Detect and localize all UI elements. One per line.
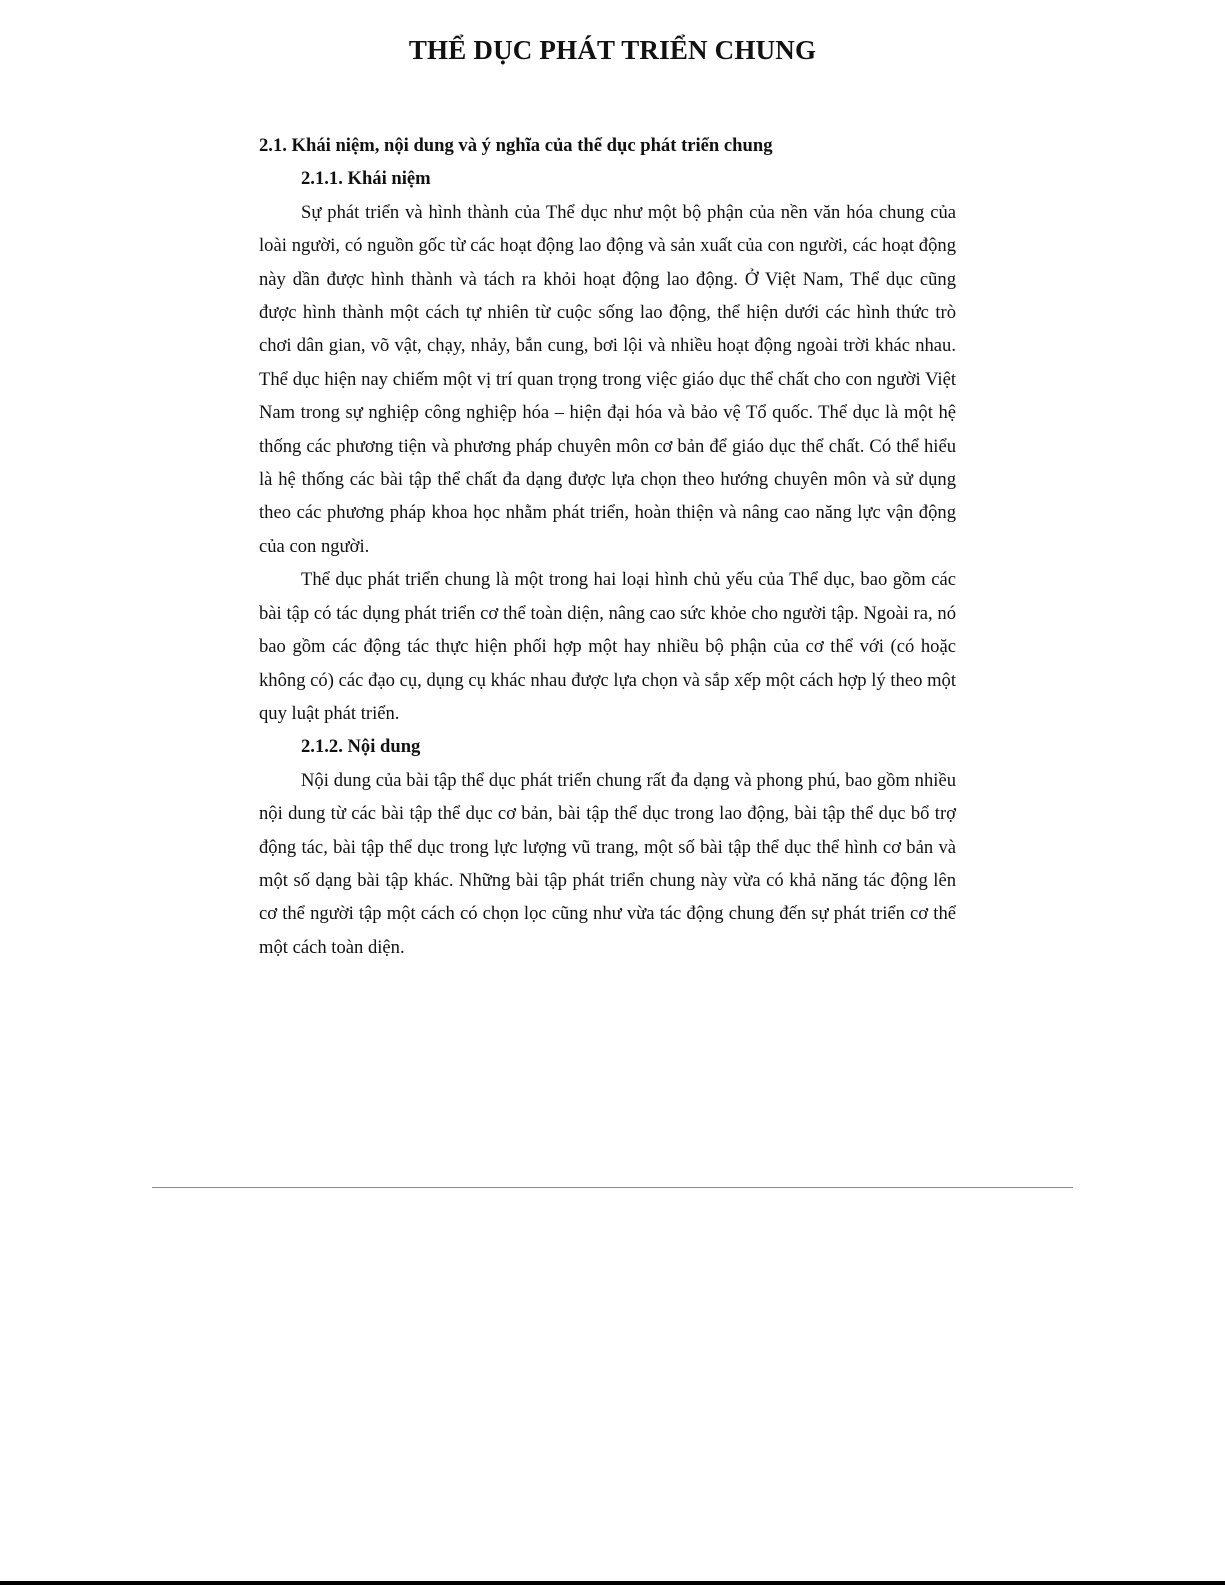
- paragraph: Nội dung của bài tập thể dục phát triển chung rất đa dạng và phong phú, bao gồm nhiều nội dung từ các bài tập thể dục cơ bản, bài tập thể dục trong lao động, bài tập thể dục bổ trợ động tác, bài tập thể dục trong lực lượng vũ trang, một số bài tập thể dục thể hình cơ bản và một số dạng bài tập khác. Những bài tập phát triển chung này vừa có khả năng tác động lên cơ thể người tập một cách có chọn lọc cũng như vừa tác động chung đến sự phát triển cơ thể một cách toàn diện.: [259, 769, 956, 958]
- section-heading: 2.1. Khái niệm, nội dung và ý nghĩa của thể dục phát triển chung: [259, 135, 773, 156]
- paragraph: Thể dục phát triển chung là một trong hai loại hình chủ yếu của Thể dục, bao gồm các bài tập có tác dụng phát triển cơ thể toàn diện, nâng cao sức khỏe cho người tập. Ngoài ra, nó bao gồm các động tác thực hiện phối hợp một hay nhiều bộ phận của cơ thể với (có hoặc không có) các đạo cụ, dụng cụ khác nhau được lựa chọn và sắp xếp một cách hợp lý theo một quy luật phát triển.: [259, 569, 956, 724]
- paragraph: Sự phát triển và hình thành của Thể dục như một bộ phận của nền văn hóa chung của loài người, có nguồn gốc từ các hoạt động lao động và sản xuất của con người, các hoạt động này dần được hình thành và tách ra khỏi hoạt động lao động. Ở Việt Nam, Thể dục cũng được hình thành một cách tự nhiên từ cuộc sống lao động, thể hiện dưới các hình thức trò chơi dân gian, võ vật, chạy, nhảy, bắn cung, bơi lội và nhiều hoạt động ngoài trời khác nhau. Thể dục hiện nay chiếm một vị trí quan trọng trong việc giáo dục thể chất cho con người Việt Nam trong sự nghiệp công nghiệp hóa – hiện đại hóa và bảo vệ Tổ quốc. Thể dục là một hệ thống các phương tiện và phương pháp chuyên môn cơ bản để giáo dục thể chất. Có thể hiểu là hệ thống các bài tập thể chất đa dạng được lựa chọn theo hướng chuyên môn và sử dụng theo các phương pháp khoa học nhằm phát triển, hoàn thiện và nâng cao năng lực vận động của con người.: [259, 201, 956, 557]
- bottom-edge-bar: [0, 1581, 1225, 1585]
- page-title: THỂ DỤC PHÁT TRIỂN CHUNG: [408, 35, 817, 65]
- subsection-heading-khai-niem: 2.1.1. Khái niệm: [301, 168, 431, 190]
- page-divider: [152, 1187, 1073, 1188]
- document-body: [259, 129, 956, 964]
- subsection-heading-noi-dung: 2.1.2. Nội dung: [301, 736, 421, 758]
